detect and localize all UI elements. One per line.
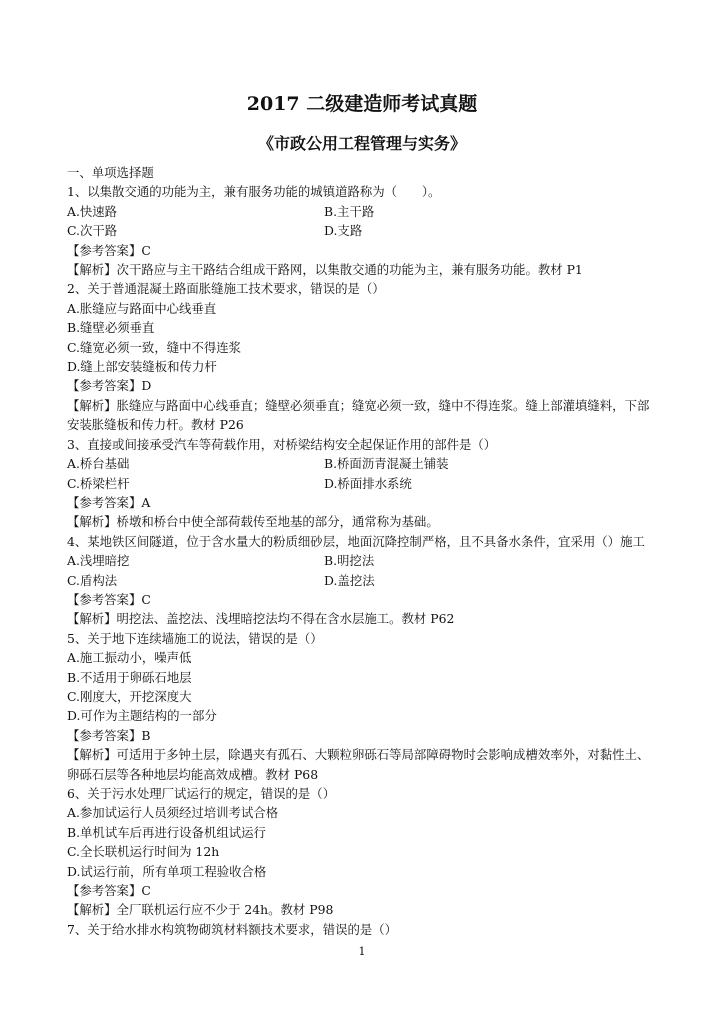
option-d: D.可作为主题结构的一部分 <box>67 708 217 724</box>
section-heading: 一、单项选择题 <box>67 165 154 180</box>
question-5 <box>67 629 659 784</box>
option-c: C.桥梁栏杆 <box>67 475 130 491</box>
question-stem: 3、直接或间接承受汽车等荷载作用，对桥梁结构安全起保证作用的部件是（） <box>67 436 497 452</box>
question-stem: 1、以集散交通的功能为主，兼有服务功能的城镇道路称为（ ）。 <box>67 184 441 200</box>
reference-answer: 【参考答案】C <box>67 591 151 607</box>
page-subtitle: 《市政公用工程管理与实务》 <box>257 134 466 153</box>
reference-answer: 【参考答案】B <box>67 727 151 743</box>
option-a: A.浅埋暗挖 <box>67 553 130 569</box>
page-title: 2017 二级建造师考试真题 <box>246 93 478 115</box>
option-c: C.缝宽必须一致，缝中不得连浆 <box>67 339 242 355</box>
option-b: B.明挖法 <box>324 553 375 569</box>
question-stem: 2、关于普通混凝土路面胀缝施工技术要求，错误的是（） <box>67 281 385 297</box>
option-d: D.支路 <box>324 223 363 239</box>
answer-analysis: 【解析】可适用于多钟土层，除遇夹有孤石、大颗粒卵砾石等局部障碍物时会影响成槽效率外，对黏性土、卵砾石层等各种地层均能高效成槽。教材 P68 <box>67 747 650 782</box>
options-row <box>67 202 659 221</box>
reference-answer: 【参考答案】A <box>67 494 151 510</box>
option-a: A.参加试运行人员须经过培训考试合格 <box>67 805 279 821</box>
question-stem: 6、关于污水处理厂试运行的规定，错误的是（） <box>67 786 336 801</box>
option-d: D.盖挖法 <box>324 572 375 588</box>
answer-analysis: 【解析】桥墩和桥台中使全部荷载传至地基的部分，通常称为基础。 <box>67 514 439 530</box>
answer-analysis: 【解析】胀缝应与路面中心线垂直；缝壁必须垂直；缝宽必须一致，缝中不得连浆。缝上部灌填缝料，下部安装胀缝板和传力杆。教材 P26 <box>67 397 650 433</box>
option-d: D.缝上部安装缝板和传力杆 <box>67 359 217 375</box>
option-d: D.桥面排水系统 <box>324 475 412 491</box>
answer-analysis: 【解析】次干路应与主干路结合组成干路网，以集散交通的功能为主，兼有服务功能。教材 P1 <box>67 262 583 278</box>
question-2 <box>67 279 659 434</box>
question-7 <box>67 920 659 939</box>
reference-answer: 【参考答案】C <box>67 883 151 899</box>
option-c: C.全长联机运行时间为 12h <box>67 844 220 860</box>
answer-analysis: 【解析】全厂联机运行应不少于 24h。教材 P98 <box>67 902 334 918</box>
option-a: A.快速路 <box>67 203 118 219</box>
option-b: B.不适用于卵砾石地层 <box>67 669 192 685</box>
option-b: B.缝壁必须垂直 <box>67 320 155 336</box>
question-6 <box>67 784 659 920</box>
question-3 <box>67 435 659 532</box>
option-c: C.刚度大，开挖深度大 <box>67 688 192 704</box>
option-a: A.桥台基础 <box>67 456 130 472</box>
question-4 <box>67 532 659 629</box>
options-row <box>67 454 659 473</box>
options-row <box>67 221 659 240</box>
question-stem: 4、某地铁区间隧道，位于含水量大的粉质细砂层，地面沉降控制严格，且不具备水条件，宜采用（）施工 <box>67 533 645 549</box>
question-stem: 5、关于地下连续墙施工的说法，错误的是（） <box>67 630 323 646</box>
question-stem: 7、关于给水排水构筑物砌筑材料额技术要求，错误的是（） <box>67 921 398 937</box>
reference-answer: 【参考答案】D <box>67 378 152 394</box>
option-c: C.次干路 <box>67 223 118 239</box>
page-number: 1 <box>358 945 366 958</box>
answer-analysis: 【解析】明挖法、盖挖法、浅埋暗挖法均不得在含水层施工。教材 P62 <box>67 611 455 627</box>
question-1 <box>67 182 659 279</box>
option-a: A.施工振动小，噪声低 <box>67 650 192 666</box>
reference-answer: 【参考答案】C <box>67 242 151 258</box>
option-b: B.桥面沥青混凝土铺装 <box>324 456 449 472</box>
options-row <box>67 551 659 570</box>
option-a: A.胀缝应与路面中心线垂直 <box>67 300 217 316</box>
option-b: B.主干路 <box>324 203 375 219</box>
options-row <box>67 474 659 493</box>
option-c: C.盾构法 <box>67 572 118 588</box>
document-body <box>67 163 659 939</box>
option-b: B.单机试车后再进行设备机组试运行 <box>67 824 266 840</box>
option-d: D.试运行前，所有单项工程验收合格 <box>67 863 267 879</box>
options-row <box>67 571 659 590</box>
